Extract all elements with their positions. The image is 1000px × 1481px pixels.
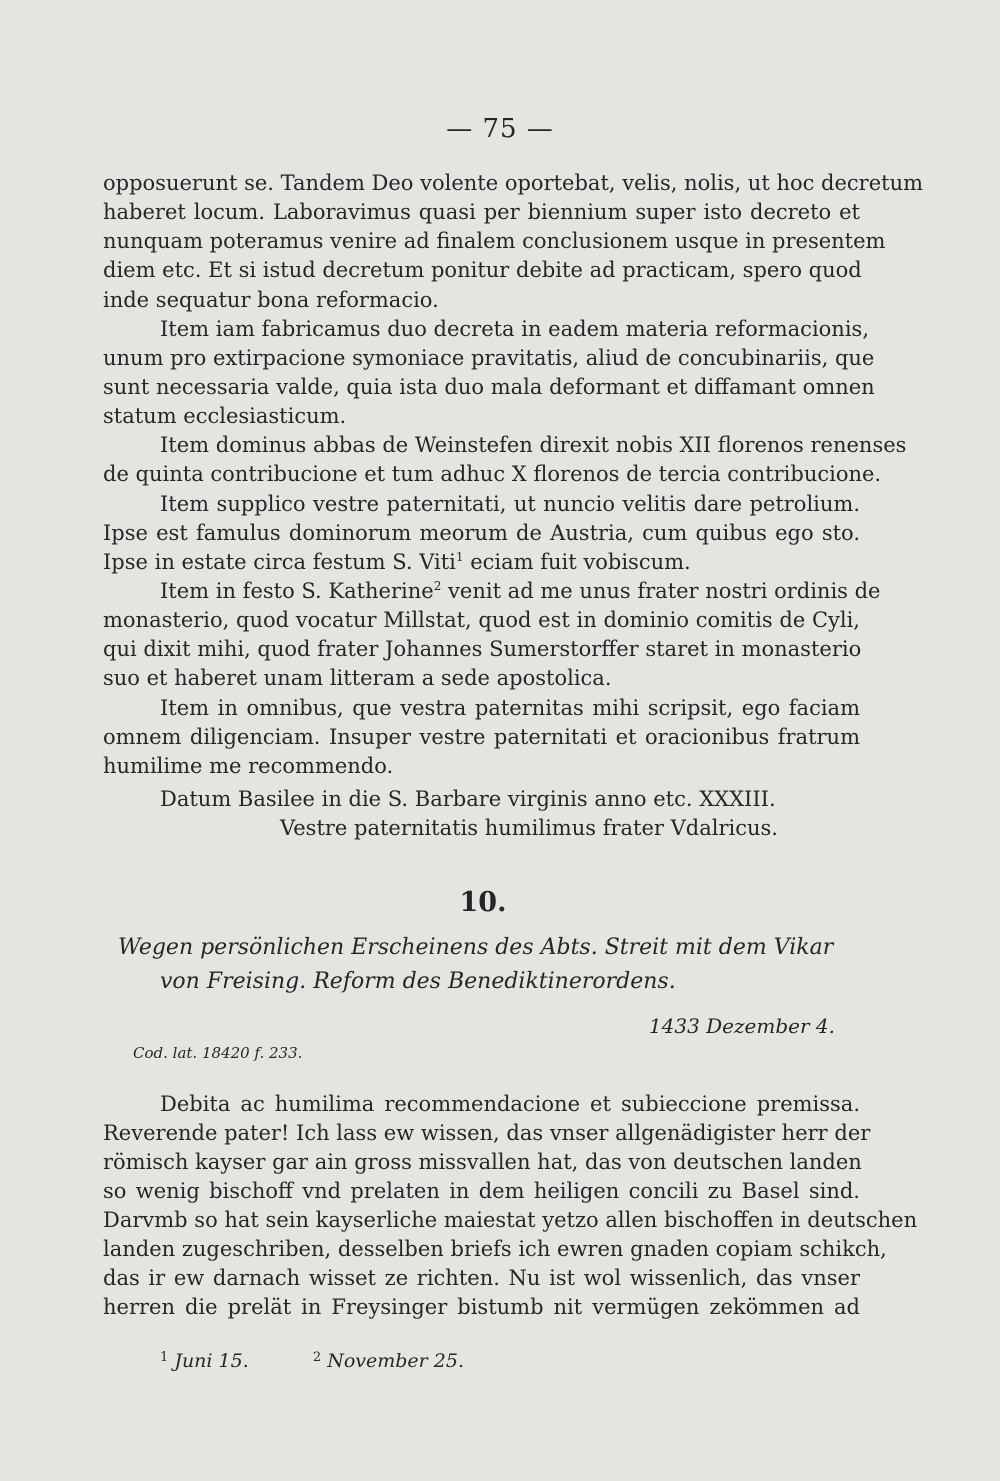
footnote-number: 1 — [160, 1350, 169, 1365]
text-line: so wenig bischoff vnd prelaten in dem heiligen concili zu Basel sind. — [103, 1179, 860, 1203]
footnote-number: 2 — [312, 1350, 322, 1365]
footnote — [160, 1350, 255, 1372]
section-number: 10. — [459, 887, 507, 918]
footnotes — [160, 1348, 464, 1374]
text-line: monasterio, quod vocatur Millstat, quod est in dominio comitis de Cyli, — [103, 608, 860, 632]
text-line: Item in omnibus, que vestra paternitas mihi scripsit, ego faciam — [160, 696, 860, 720]
signature-line: Vestre paternitatis humilimus frater Vdalricus. — [280, 816, 778, 840]
footnote-mark: 1 — [455, 550, 464, 564]
text-fragment: eciam fuit vobiscum. — [470, 550, 691, 574]
section-heading: Wegen persönlichen Erscheinens des Abts. Streit mit dem Vikar — [118, 935, 834, 960]
section-heading: von Freising. Reform des Benediktinerordens. — [160, 969, 676, 994]
text-line: nunquam poteramus venire ad finalem conclusionem usque in presentem — [103, 229, 886, 253]
text-line: inde sequatur bona reformacio. — [103, 288, 439, 312]
text-line: haberet locum. Laboravimus quasi per biennium super isto decreto et — [103, 200, 860, 224]
footnote-text: November 25. — [327, 1350, 464, 1372]
text-fragment: venit ad me unus frater nostri ordinis de — [448, 579, 881, 603]
text-line: herren die prelät in Freysinger bistumb nit vermügen zekömmen ad — [103, 1295, 860, 1319]
footnote — [313, 1350, 464, 1372]
text-line: de quinta contribucione et tum adhuc X florenos de tercia contribucione. — [103, 462, 882, 486]
text-line: Ipse est famulus dominorum meorum de Austria, cum quibus ego sto. — [103, 521, 860, 545]
text-line: landen zugeschriben, desselben briefs ich ewren gnaden copiam schikch, — [103, 1237, 887, 1261]
text-line: das ir ew darnach wisset ze richten. Nu ist wol wissenlich, das vnser — [103, 1266, 860, 1290]
text-line: diem etc. Et si istud decretum ponitur debite ad practicam, spero quod — [103, 258, 862, 282]
text-line: humilime me recommendo. — [103, 754, 394, 778]
text-fragment: Item in festo S. Katherine — [160, 579, 434, 603]
text-line: Item supplico vestre paternitati, ut nuncio velitis dare petrolium. — [160, 492, 860, 516]
text-line: qui dixit mihi, quod frater Johannes Sumerstorffer staret in monasterio — [103, 637, 862, 661]
text-line — [160, 576, 881, 606]
text-line: unum pro extirpacione symoniace pravitatis, aliud de concubinariis, que — [103, 346, 875, 370]
text-line: Darvmb so hat sein kayserliche maiestat yetzo allen bischoffen in deutschen — [103, 1208, 918, 1232]
dating-line: Datum Basilee in die S. Barbare virginis anno etc. XXXIII. — [160, 787, 776, 811]
text-line: Item iam fabricamus duo decreta in eadem materia reformacionis, — [160, 317, 869, 341]
text-line — [103, 547, 723, 577]
letter-date: 1433 Dezember 4. — [648, 1014, 835, 1038]
text-line: sunt necessaria valde, quia ista duo mala deformant et diffamant omnen — [103, 375, 875, 399]
text-line: opposuerunt se. Tandem Deo volente oportebat, velis, nolis, ut hoc decretum — [103, 171, 924, 195]
footnote-mark: 2 — [433, 579, 442, 593]
text-line: Reverende pater! Ich lass ew wissen, das vnser allgenädigister herr der — [103, 1121, 871, 1145]
text-line: statum ecclesiasticum. — [103, 404, 347, 428]
text-line: suo et haberet unam litteram a sede apostolica. — [103, 666, 612, 690]
text-line: omnem diligenciam. Insuper vestre paternitati et oracionibus fratrum — [103, 725, 860, 749]
text-line: römisch kayser gar ain gross missvallen hat, das von deutschen landen — [103, 1150, 862, 1174]
text-fragment: Ipse in estate circa festum S. Viti — [103, 550, 456, 574]
text-line: Item dominus abbas de Weinstefen direxit nobis XII florenos renenses — [160, 433, 907, 457]
text-line: Debita ac humilima recommendacione et subieccione premissa. — [160, 1092, 860, 1116]
manuscript-source: Cod. lat. 18420 f. 233. — [133, 1044, 303, 1062]
page-number: — 75 — — [446, 114, 554, 144]
footnote-text: Juni 15. — [174, 1350, 249, 1372]
